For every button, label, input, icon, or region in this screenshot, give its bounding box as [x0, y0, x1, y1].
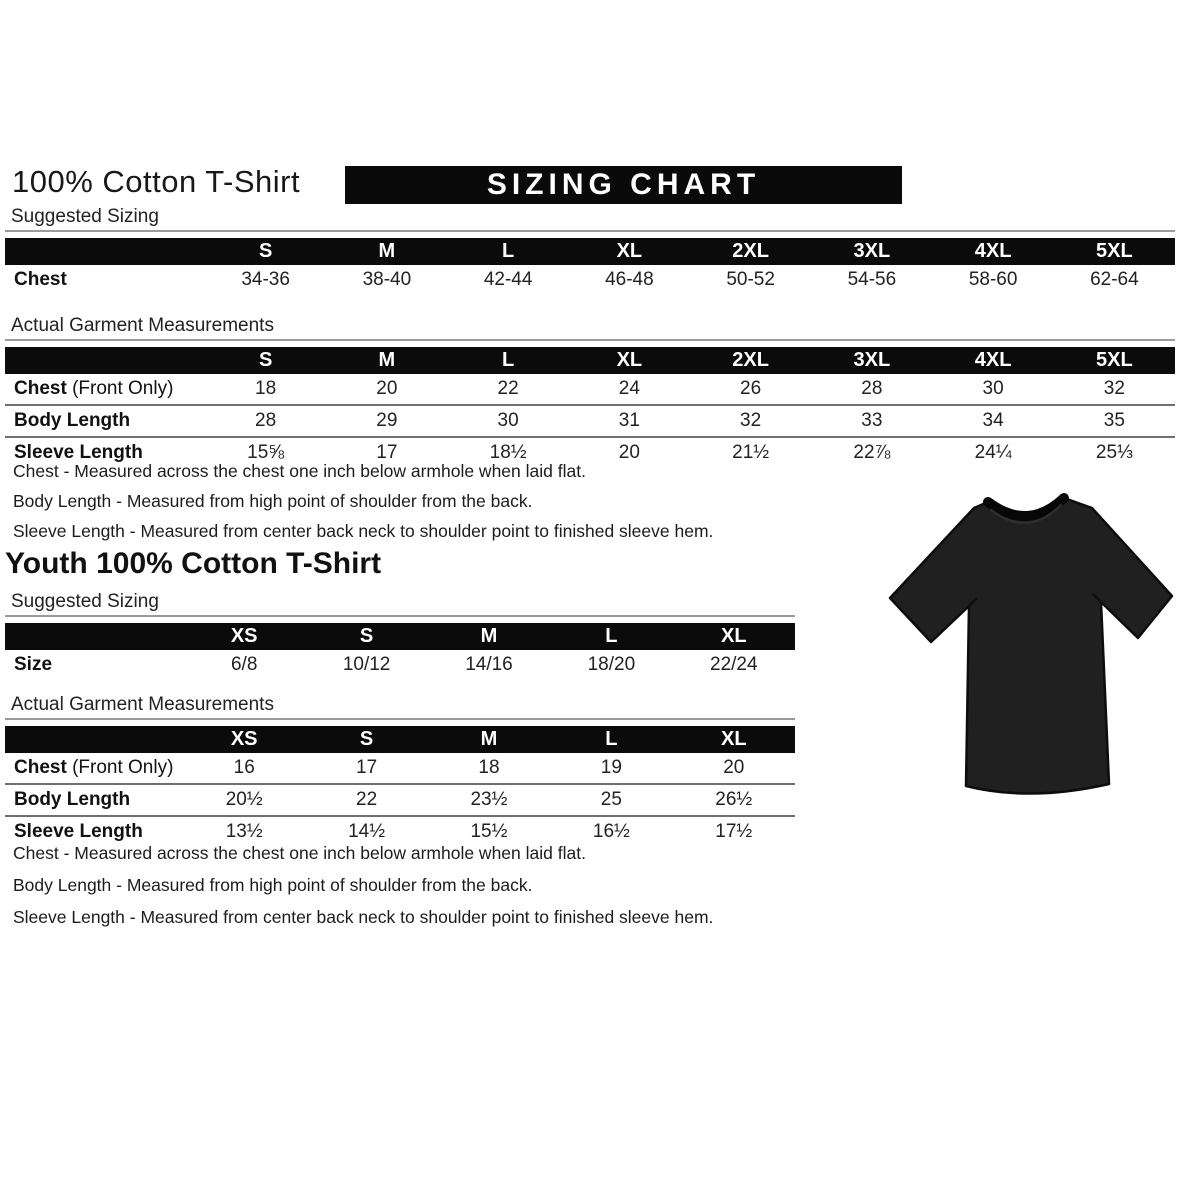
- measurement-value: 18: [255, 378, 277, 399]
- measurement-value: 24: [618, 378, 640, 399]
- youth-measurements-section: [5, 694, 795, 847]
- section-divider: [5, 230, 1175, 232]
- section-label-actual-garment-measurements: Actual Garment Measurements: [11, 694, 274, 715]
- youth-title: Youth 100% Cotton T-Shirt: [5, 547, 382, 580]
- row-label: Size: [14, 654, 53, 675]
- measurement-value: 25: [550, 784, 672, 816]
- measurement-value: 58-60: [968, 269, 1018, 290]
- adult-measurements-section: [5, 315, 1175, 468]
- size-column-header: XS: [183, 623, 305, 650]
- measurement-value: 26: [740, 378, 762, 399]
- measurement-value: 29: [326, 405, 447, 437]
- adult-suggested-sizing-table: [5, 238, 1175, 295]
- row-label-column-header: [5, 726, 183, 753]
- measurement-note-body-length: Body Length - Measured from high point of shoulder from the back.: [13, 875, 533, 895]
- measurement-value: 6/8: [230, 654, 258, 675]
- adult-measurements-table: [5, 347, 1175, 468]
- measurement-value: 46-48: [605, 269, 654, 290]
- size-column-header: 3XL: [811, 238, 932, 265]
- size-column-header: XL: [569, 238, 690, 265]
- measurement-value: 30: [982, 378, 1004, 399]
- table-row: [5, 650, 795, 680]
- table-header-row: [5, 623, 795, 650]
- measurement-value: 22⅞: [811, 437, 932, 468]
- size-column-header: S: [305, 726, 427, 753]
- table-row: [5, 784, 795, 816]
- measurement-value: 18: [478, 757, 500, 778]
- table-row: [5, 405, 1175, 437]
- size-column-header: XL: [673, 623, 795, 650]
- measurement-value: 30: [448, 405, 569, 437]
- measurement-value: 62-64: [1090, 269, 1139, 290]
- youth-measurement-notes: [13, 843, 713, 939]
- measurement-value: 34: [933, 405, 1054, 437]
- size-column-header: S: [205, 238, 326, 265]
- size-column-header: 5XL: [1054, 347, 1175, 374]
- youth-measurements-table: [5, 726, 795, 847]
- measurement-value: 21½: [690, 437, 811, 468]
- section-label-suggested-sizing: Suggested Sizing: [11, 591, 159, 612]
- measurement-value: 15⅝: [205, 437, 326, 468]
- size-column-header: 2XL: [690, 347, 811, 374]
- table-row: [5, 265, 1175, 295]
- measurement-value: 18/20: [587, 654, 636, 675]
- measurement-value: 18½: [448, 437, 569, 468]
- table-row: [5, 753, 795, 784]
- measurement-value: 22/24: [710, 654, 758, 675]
- measurement-value: 20: [723, 757, 745, 778]
- measurement-value: 38-40: [362, 269, 412, 290]
- measurement-note-body-length: Body Length - Measured from high point of shoulder from the back.: [13, 491, 533, 511]
- table-header-row: [5, 726, 795, 753]
- row-label: Sleeve Length: [5, 437, 205, 468]
- measurement-value: 22: [305, 784, 427, 816]
- measurement-value: 26½: [673, 784, 795, 816]
- size-column-header: L: [550, 623, 672, 650]
- measurement-value: 28: [861, 378, 883, 399]
- section-label-suggested-sizing: Suggested Sizing: [11, 206, 159, 227]
- measurement-value: 13½: [183, 816, 305, 847]
- measurement-value: 16: [233, 757, 255, 778]
- measurement-value: 20½: [183, 784, 305, 816]
- measurement-value: 17½: [673, 816, 795, 847]
- row-label: Chest: [14, 269, 67, 290]
- size-column-header: M: [326, 347, 447, 374]
- size-column-header: L: [550, 726, 672, 753]
- row-label: Chest (Front Only): [14, 757, 174, 778]
- adult-suggested-section: [5, 206, 1175, 295]
- measurement-value: 32: [1103, 378, 1125, 399]
- measurement-value: 22: [497, 378, 519, 399]
- row-label-column-header: [5, 347, 205, 374]
- table-header-row: [5, 238, 1175, 265]
- table-row: [5, 374, 1175, 405]
- section-divider: [5, 718, 795, 720]
- size-column-header: M: [428, 726, 550, 753]
- measurement-value: 17: [326, 437, 447, 468]
- size-column-header: 2XL: [690, 238, 811, 265]
- row-label: Body Length: [5, 784, 183, 816]
- size-column-header: 3XL: [811, 347, 932, 374]
- table-header-row: [5, 347, 1175, 374]
- tshirt-photo: [878, 470, 1188, 810]
- row-label-column-header: [5, 238, 205, 265]
- section-divider: [5, 615, 795, 617]
- page-title: 100% Cotton T-Shirt: [12, 164, 301, 199]
- size-column-header: XL: [569, 347, 690, 374]
- measurement-value: 34-36: [241, 269, 290, 290]
- size-column-header: S: [205, 347, 326, 374]
- size-column-header: 5XL: [1054, 238, 1175, 265]
- size-column-header: M: [428, 623, 550, 650]
- sizing-chart-banner: SIZING CHART: [345, 166, 902, 204]
- measurement-value: 28: [205, 405, 326, 437]
- youth-suggested-section: [5, 591, 795, 680]
- measurement-value: 10/12: [342, 654, 391, 675]
- size-column-header: XL: [673, 726, 795, 753]
- measurement-value: 16½: [550, 816, 672, 847]
- measurement-value: 23½: [428, 784, 550, 816]
- row-label-column-header: [5, 623, 183, 650]
- measurement-value: 33: [811, 405, 932, 437]
- measurement-note-chest: Chest - Measured across the chest one inch below armhole when laid flat.: [13, 843, 586, 863]
- measurement-value: 20: [376, 378, 398, 399]
- measurement-note-sleeve-length: Sleeve Length - Measured from center back neck to shoulder point to finished sleeve hem.: [13, 907, 714, 927]
- size-column-header: M: [326, 238, 447, 265]
- measurement-value: 35: [1054, 405, 1175, 437]
- measurement-value: 15½: [428, 816, 550, 847]
- size-column-header: 4XL: [933, 347, 1054, 374]
- measurement-note-chest: Chest - Measured across the chest one inch below armhole when laid flat.: [13, 461, 586, 481]
- measurement-note-sleeve-length: Sleeve Length - Measured from center back neck to shoulder point to finished sleeve hem.: [13, 521, 714, 541]
- measurement-value: 20: [569, 437, 690, 468]
- section-label-actual-garment-measurements: Actual Garment Measurements: [11, 315, 274, 336]
- measurement-value: 54-56: [847, 269, 897, 290]
- measurement-value: 31: [569, 405, 690, 437]
- measurement-value: 19: [600, 757, 622, 778]
- section-divider: [5, 339, 1175, 341]
- black-tshirt-graphic: [878, 470, 1188, 810]
- youth-suggested-sizing-table: [5, 623, 795, 680]
- size-column-header: S: [305, 623, 427, 650]
- row-label: Chest (Front Only): [14, 378, 174, 399]
- size-column-header: L: [448, 238, 569, 265]
- row-label: Body Length: [5, 405, 205, 437]
- size-column-header: L: [448, 347, 569, 374]
- measurement-value: 17: [356, 757, 378, 778]
- row-label: Sleeve Length: [5, 816, 183, 847]
- measurement-value: 42-44: [483, 269, 533, 290]
- measurement-value: 32: [690, 405, 811, 437]
- measurement-value: 50-52: [726, 269, 775, 290]
- measurement-value: 14/16: [465, 654, 513, 675]
- size-column-header: XS: [183, 726, 305, 753]
- measurement-value: 14½: [305, 816, 427, 847]
- adult-measurement-notes: [13, 461, 713, 551]
- size-column-header: 4XL: [933, 238, 1054, 265]
- measurement-value: 24¼: [933, 437, 1054, 468]
- measurement-value: 25⅓: [1054, 437, 1175, 468]
